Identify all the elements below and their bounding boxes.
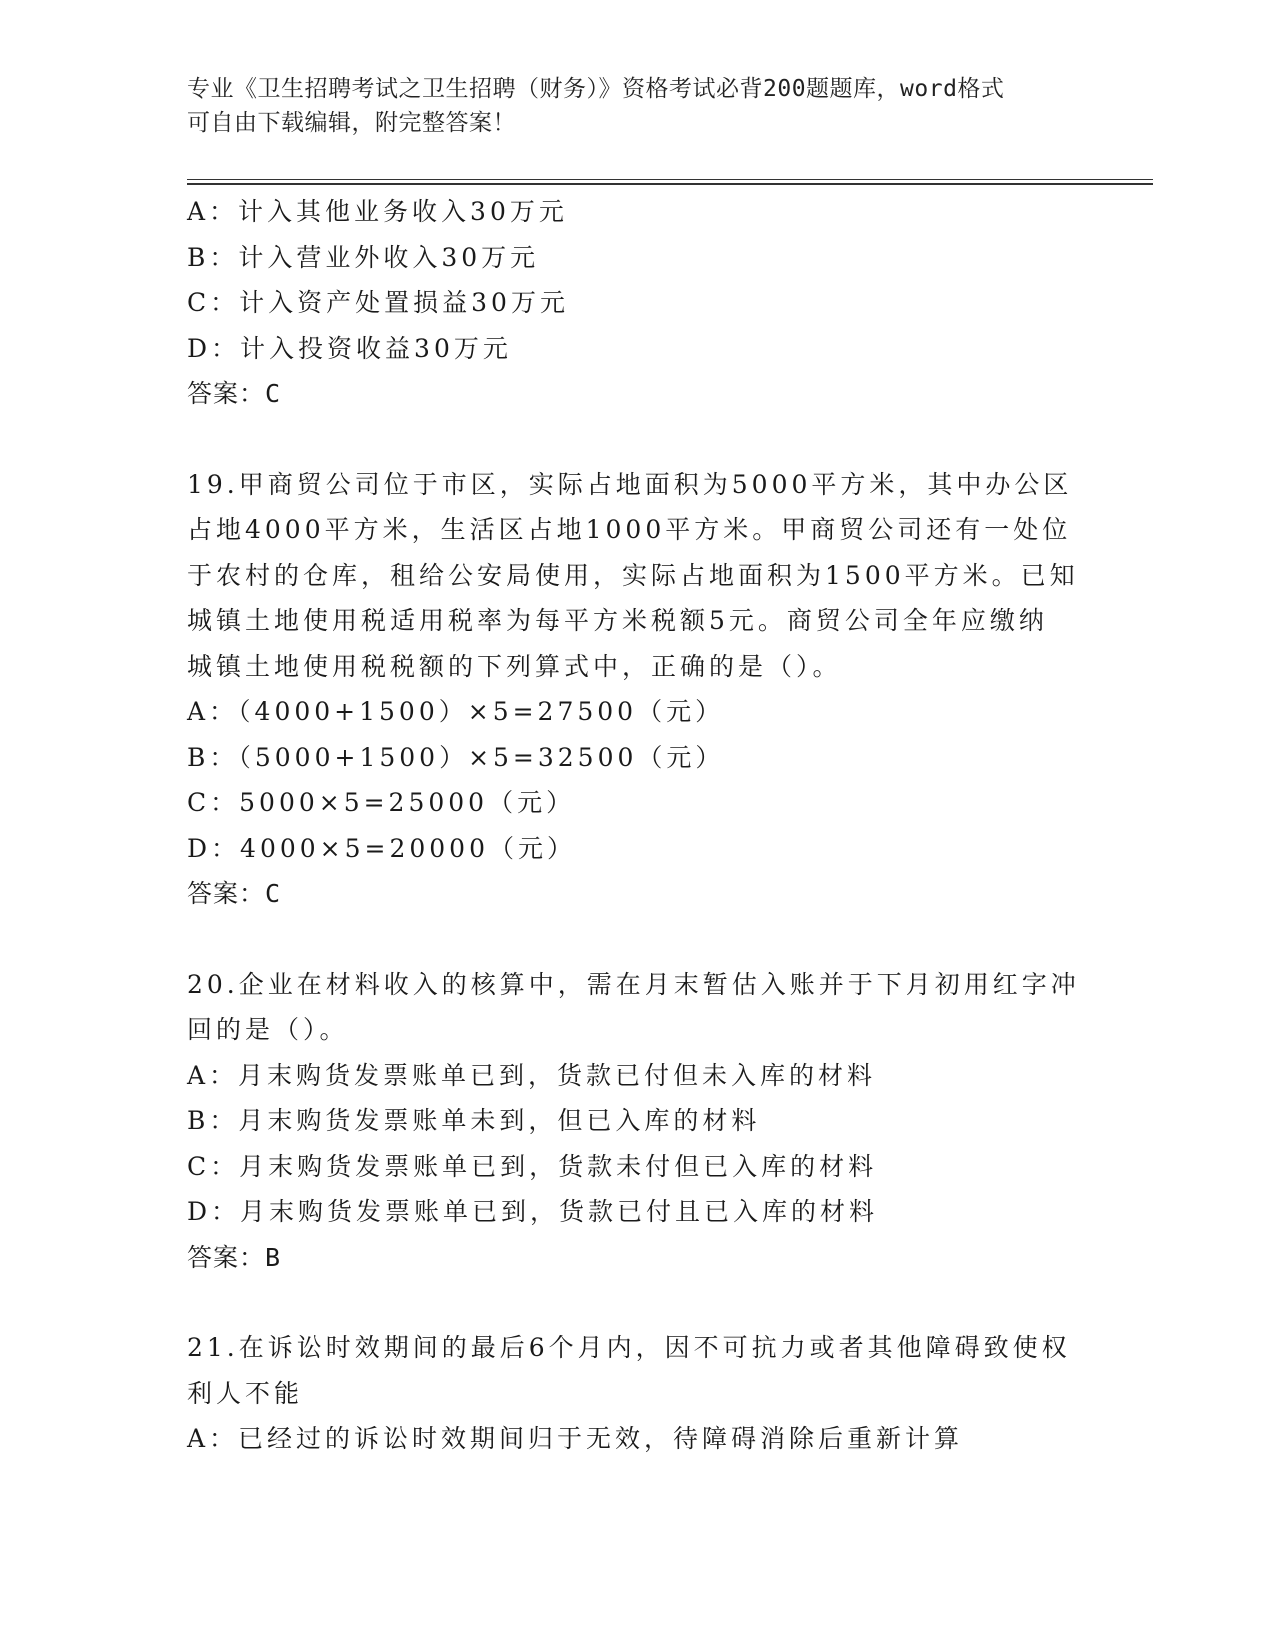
question-18 <box>187 189 1087 417</box>
q21-option-a: A：已经过的诉讼时效期间归于无效，待障碍消除后重新计算 <box>187 1424 964 1453</box>
q21-stem-line-1: 21.在诉讼时效期间的最后6个月内，因不可抗力或者其他障碍致使权 <box>187 1333 1071 1362</box>
q20-stem-line-2: 回的是（）。 <box>187 1015 349 1044</box>
q19-option-d: D：4000×5=20000（元） <box>187 833 576 863</box>
q19-stem-line-1: 19.甲商贸公司位于市区，实际占地面积为5000平方米，其中办公区 <box>187 469 1073 499</box>
spacer <box>187 917 1087 962</box>
question-19 <box>187 462 1087 917</box>
q20-option-a: A：月末购货发票账单已到，货款已付但未入库的材料 <box>187 1060 877 1090</box>
spacer <box>187 1280 1087 1325</box>
page-header <box>187 72 1067 140</box>
q18-option-a: A：计入其他业务收入30万元 <box>187 197 568 226</box>
q20-option-c: C：月末购货发票账单已到，货款未付但已入库的材料 <box>187 1151 878 1181</box>
spacer <box>187 417 1087 462</box>
header-line-2: 可自由下载编辑，附完整答案！ <box>187 110 516 136</box>
header-line-1: 专业《卫生招聘考试之卫生招聘（财务）》资格考试必背200题题库，word格式 <box>187 76 1005 102</box>
q18-option-c: C：计入资产处置损益30万元 <box>187 288 569 317</box>
q19-stem-line-4: 城镇土地使用税适用税率为每平方米税额5元。商贸公司全年应缴纳 <box>187 606 1048 635</box>
q19-option-c: C：5000×5=25000（元） <box>187 788 576 817</box>
header-rule-thick <box>187 183 1153 185</box>
q19-stem-line-2: 占地4000平方米，生活区占地1000平方米。甲商贸公司还有一处位 <box>187 515 1072 544</box>
q19-option-b: B：（5000+1500）×5=32500（元） <box>187 742 725 772</box>
question-21 <box>187 1325 1087 1462</box>
q20-answer: 答案：B <box>187 1242 282 1272</box>
q18-option-b: B：计入营业外收入30万元 <box>187 242 540 272</box>
q19-option-a: A：（4000+1500）×5=27500（元） <box>187 697 725 726</box>
q21-stem-line-2: 利人不能 <box>187 1378 304 1408</box>
q20-option-b: B：月末购货发票账单未到，但已入库的材料 <box>187 1106 761 1135</box>
q19-answer: 答案：C <box>187 879 282 908</box>
q18-option-d: D：计入投资收益30万元 <box>187 333 512 363</box>
q20-stem-line-1: 20.企业在材料收入的核算中，需在月末暂估入账并于下月初用红字冲 <box>187 969 1080 999</box>
question-20 <box>187 962 1087 1281</box>
q19-stem-line-3: 于农村的仓库，租给公安局使用，实际占地面积为1500平方米。已知 <box>187 560 1079 590</box>
question-content <box>187 189 1087 1462</box>
header-rule-thin <box>187 179 1153 180</box>
q20-option-d: D：月末购货发票账单已到，货款已付且已入库的材料 <box>187 1197 879 1226</box>
q19-stem-line-5: 城镇土地使用税税额的下列算式中，正确的是（）。 <box>187 651 842 681</box>
q18-answer: 答案：C <box>187 379 282 408</box>
